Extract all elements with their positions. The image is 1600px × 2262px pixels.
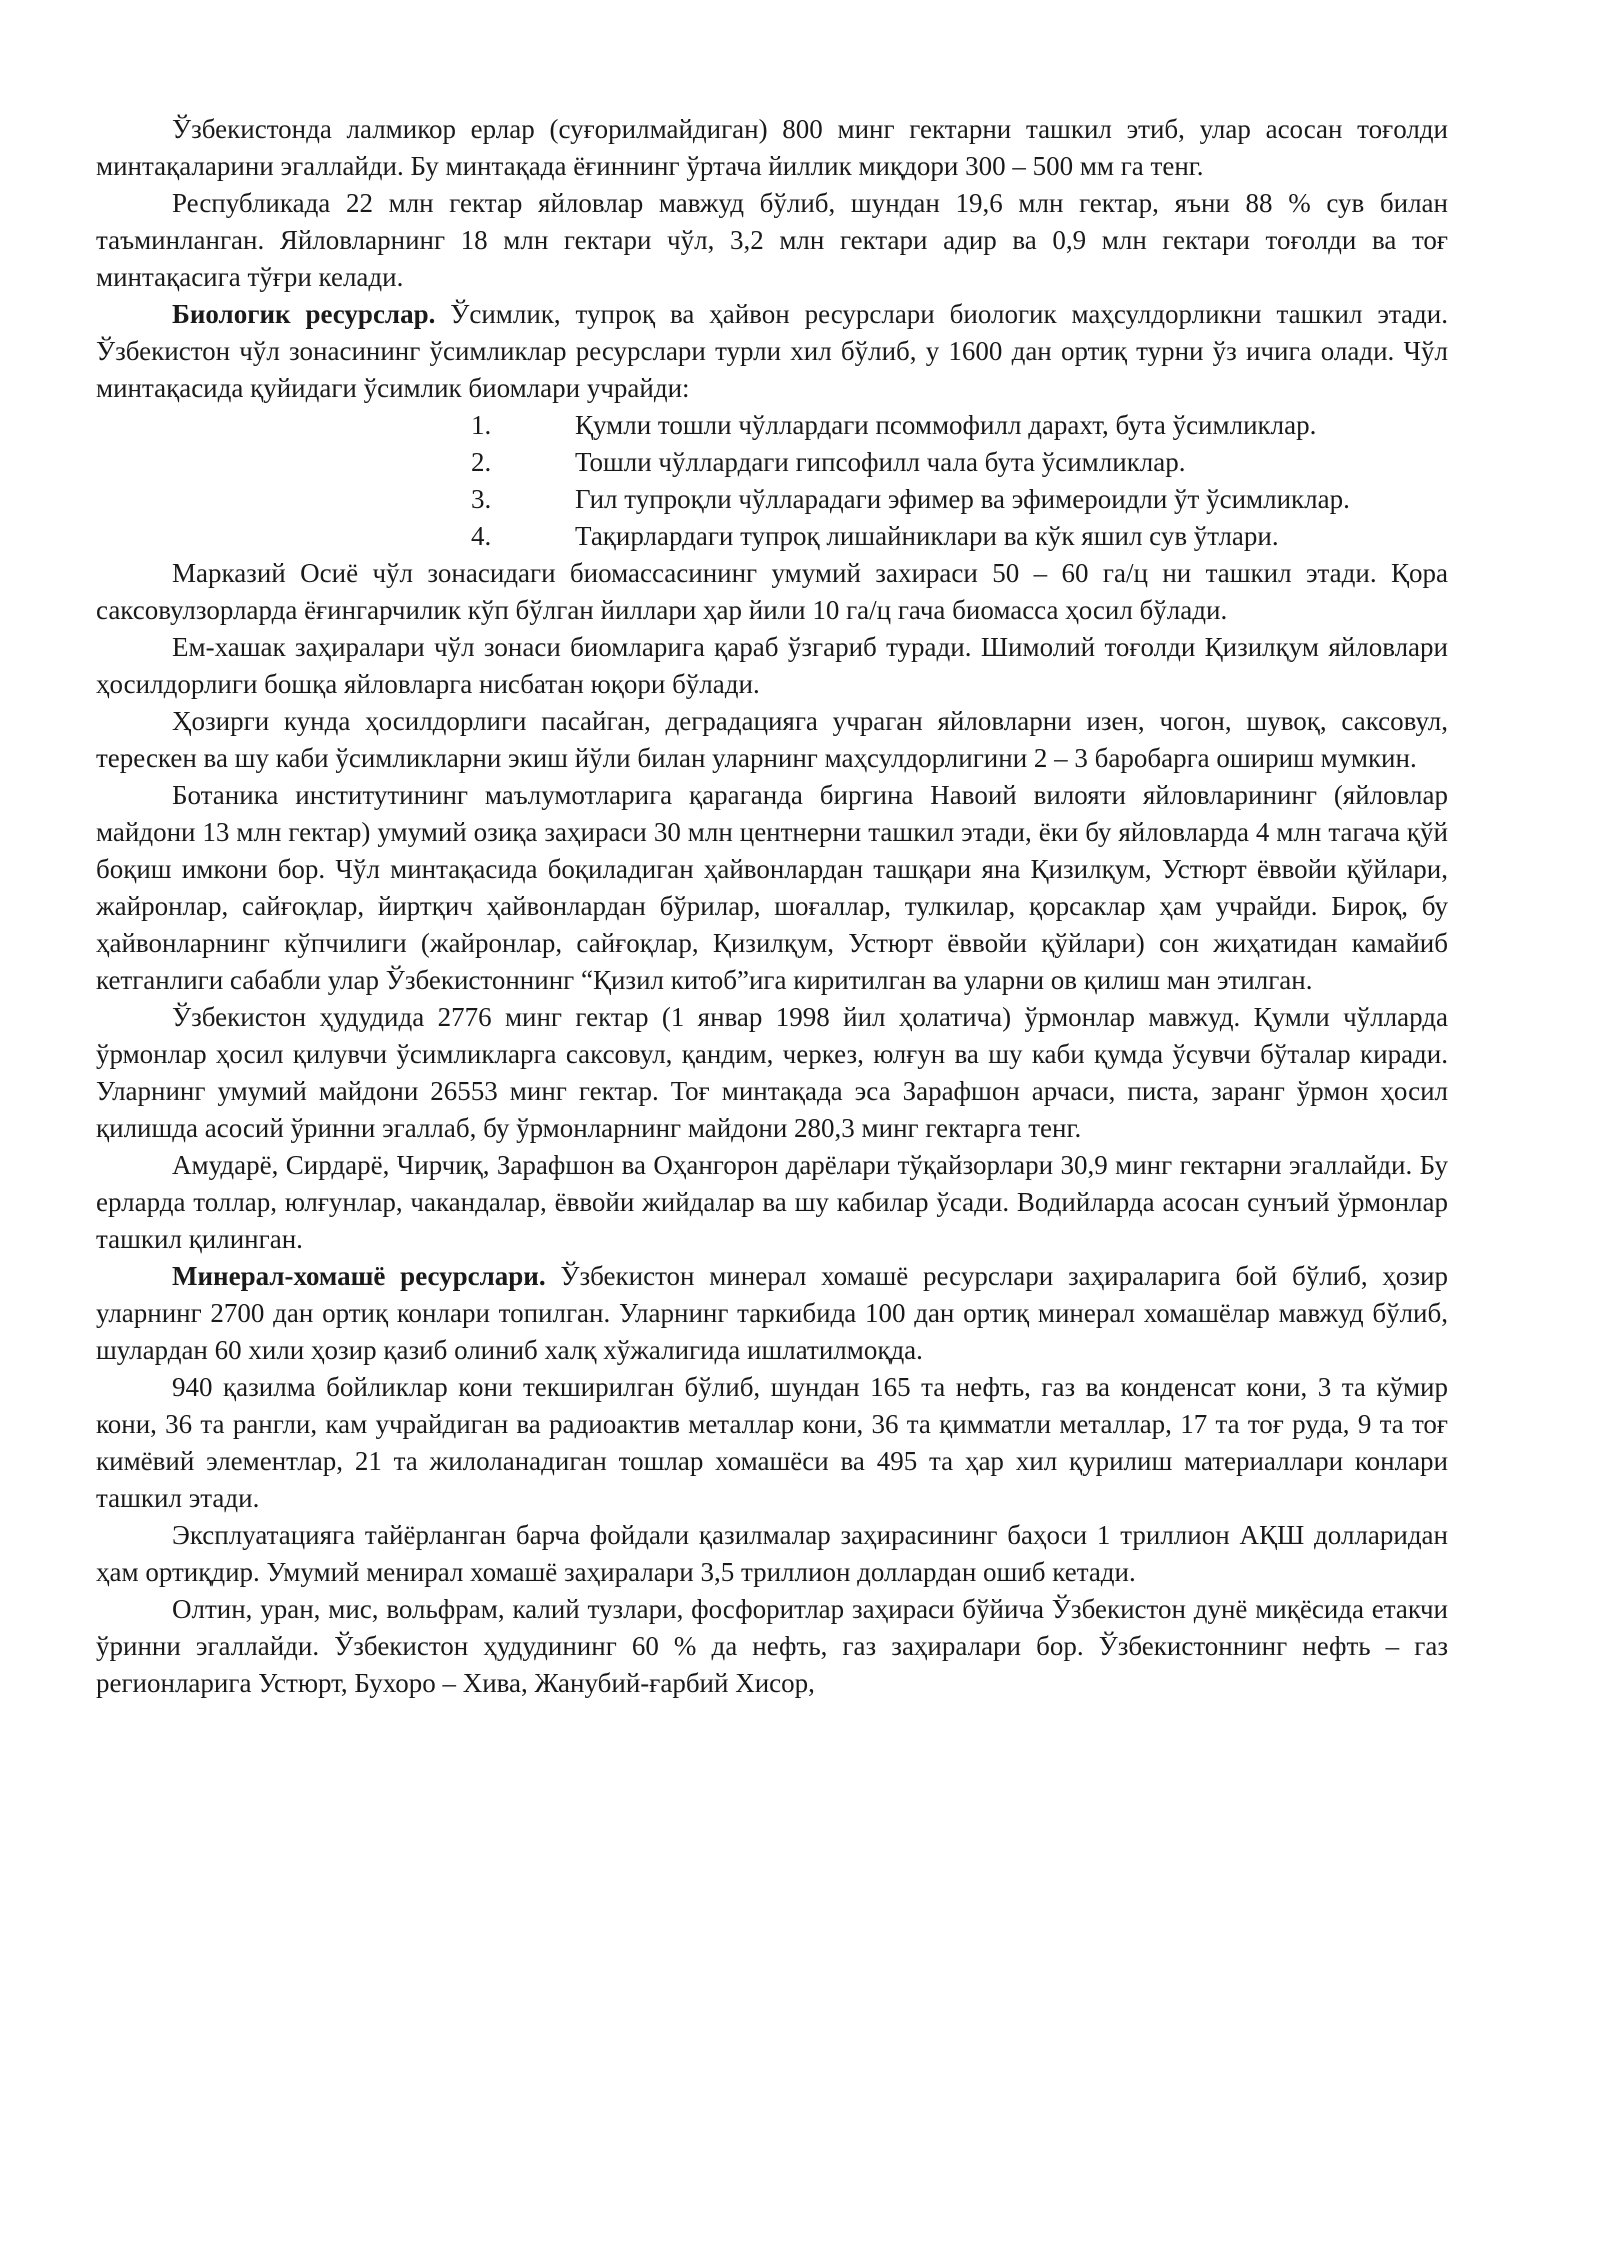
paragraph-navoi-fauna: Ботаника институтининг маълумотларига қараганда биргина Навоий вилояти яйловларининг (яйловлар майдони 13 млн гектар) умумий озиқа заҳираси 30 млн центнерни ташкил этади, ёки бу яйловларда 4 млн тагача қўй боқиш имкони бор. Чўл минтақасида боқиладиган ҳайвонлардан ташқари яна Қизилқум, Устюрт ёввойи қўйлари, жайронлар, сайғоқлар, йиртқич ҳайвонлардан бўрилар, шоғаллар, тулкилар, қорсаклар ҳам учрайди. Бироқ, бу ҳайвонларнинг кўпчилиги (жайронлар, сайғоқлар, Қизилқум, Устюрт ёввойи қўйлари) сон жиҳатидан камайиб кетганлиги сабабли улар Ўзбекистоннинг “Қизил китоб”ига киритилган ва уларни ов қилиш ман этилган. bbox=[96, 780, 1448, 995]
list-item bbox=[392, 407, 1448, 444]
desert-biomes-list bbox=[96, 407, 1448, 555]
paragraph-forests: Ўзбекистон ҳудудида 2776 минг гектар (1 январ 1998 йил ҳолатича) ўрмонлар мавжуд. Қумли чўлларда ўрмонлар ҳосил қилувчи ўсимликларга саксовул, қандим, черкез, юлғун ва шу каби қумда ўсувчи бўталар киради. Уларнинг умумий майдони 26553 минг гектар. Тоғ минтақада эса Зарафшон арчаси, писта, заранг ўрмон ҳосил қилишда асосий ўринни эгаллаб, бу ўрмонларнинг майдони 280,3 минг гектарга тенг. bbox=[96, 1002, 1448, 1143]
paragraph-biomass: Марказий Осиё чўл зонасидаги биомассасининг умумий захираси 50 – 60 га/ц ни ташкил этади. Қора саксовулзорларда ёғингарчилик кўп бўлган йиллари ҳар йили 10 га/ц гача биомасса ҳосил бўлади. bbox=[96, 558, 1448, 625]
list-item-text: Тошли чўллардаги гипсофилл чала бута ўсимликлар. bbox=[575, 447, 1186, 477]
list-item bbox=[392, 444, 1448, 481]
paragraph-mineral-resources bbox=[96, 1258, 1448, 1369]
list-item-number: 4. bbox=[471, 521, 492, 551]
paragraph-biological-resources bbox=[96, 296, 1448, 407]
list-item-number: 2. bbox=[471, 447, 492, 477]
paragraph-reserves-value: Эксплуатацияга тайёрланган барча фойдали қазилмалар заҳирасининг баҳоси 1 триллион АҚШ долларидан ҳам ортиқдир. Умумий менирал хомашё заҳиралари 3,5 триллион доллардан ошиб кетади. bbox=[96, 1520, 1448, 1587]
paragraph-pasture-restoration: Ҳозирги кунда ҳосилдорлиги пасайган, деградацияга учраган яйловларни изен, чогон, шувоқ, саксовул, терескен ва шу каби ўсимликларни экиш йўли билан уларнинг маҳсулдорлигини 2 – 3 баробарга ошириш мумкин. bbox=[96, 706, 1448, 773]
paragraph-text: Ўсимлик, тупроқ ва ҳайвон ресурслари биологик маҳсулдорликни ташкил этади. Ўзбекистон чўл зонасининг ўсимликлар ресурслари турли хил бўлиб, у 1600 дан ортиқ турни ўз ичига олади. Чўл минтақасида қуйидаги ўсимлик биомлари учрайди: bbox=[96, 299, 1448, 403]
list-item-number: 3. bbox=[471, 484, 492, 514]
paragraph-text: Ўзбекистон минерал хомашё ресурслари заҳираларига бой бўлиб, ҳозир уларнинг 2700 дан ортиқ конлари топилган. Уларнинг таркибида 100 дан ортиқ минерал хомашёлар мавжуд бўлиб, шулардан 60 хили ҳозир қазиб олиниб халқ хўжалигида ишлатилмоқда. bbox=[96, 1261, 1448, 1365]
paragraph-world-ranking: Олтин, уран, мис, вольфрам, калий тузлари, фосфоритлар заҳираси бўйича Ўзбекистон дунё миқёсида етакчи ўринни эгаллайди. Ўзбекистон ҳудудининг 60 % да нефть, газ заҳиралари бор. Ўзбекистоннинг нефть – газ регионларига Устюрт, Бухоро – Хива, Жанубий-ғарбий Хисор, bbox=[96, 1594, 1448, 1698]
paragraph-rainfed-lands: Ўзбекистонда лалмикор ерлар (суғорилмайдиган) 800 минг гектарни ташкил этиб, улар асосан тоғолди минтақаларини эгаллайди. Бу минтақада ёғиннинг ўртача йиллик миқдори 300 – 500 мм га тенг. bbox=[96, 114, 1448, 181]
section-heading-mineral-resources: Минерал-хомашё ресурслари. bbox=[172, 1261, 546, 1291]
list-item bbox=[392, 481, 1448, 518]
paragraph-deposits: 940 қазилма бойликлар кони текширилган бўлиб, шундан 165 та нефть, газ ва конденсат кони, 3 та кўмир кони, 36 та рангли, кам учрайдиган ва радиоактив металлар кони, 36 та қимматли металлар, 17 та тоғ руда, 9 та тоғ кимёвий элементлар, 21 та жилоланадиган тошлар хомашёси ва 495 та ҳар хил қурилиш материаллари конлари ташкил этади. bbox=[96, 1372, 1448, 1513]
list-item-text: Гил тупроқли чўлларадаги эфимер ва эфимероидли ўт ўсимликлар. bbox=[575, 484, 1350, 514]
paragraph-tugai-forests: Амударё, Сирдарё, Чирчиқ, Зарафшон ва Оҳангорон дарёлари тўқайзорлари 30,9 минг гектарни эгаллайди. Бу ерларда толлар, юлғунлар, чакандалар, ёввойи жийдалар ва шу кабилар ўсади. Водийларда асосан сунъий ўрмонлар ташкил қилинган. bbox=[96, 1150, 1448, 1254]
list-item-text: Тақирлардаги тупроқ лишайниклари ва кўк яшил сув ўтлари. bbox=[575, 521, 1279, 551]
list-item-text: Қумли тошли чўллардаги псоммофилл дарахт, бута ўсимликлар. bbox=[575, 410, 1317, 440]
section-heading-biological-resources: Биологик ресурслар. bbox=[172, 299, 436, 329]
document-body bbox=[96, 111, 1448, 1702]
paragraph-pastures: Республикада 22 млн гектар яйловлар мавжуд бўлиб, шундан 19,6 млн гектар, яъни 88 % сув билан таъминланган. Яйловларнинг 18 млн гектари чўл, 3,2 млн гектари адир ва 0,9 млн гектари тоғолди ва тоғ минтақасига тўғри келади. bbox=[96, 188, 1448, 292]
paragraph-forage-reserves: Ем-хашак заҳиралари чўл зонаси биомларига қараб ўзгариб туради. Шимолий тоғолди Қизилқум яйловлари ҳосилдорлиги бошқа яйловларга нисбатан юқори бўлади. bbox=[96, 632, 1448, 699]
list-item-number: 1. bbox=[471, 410, 492, 440]
list-item bbox=[392, 518, 1448, 555]
